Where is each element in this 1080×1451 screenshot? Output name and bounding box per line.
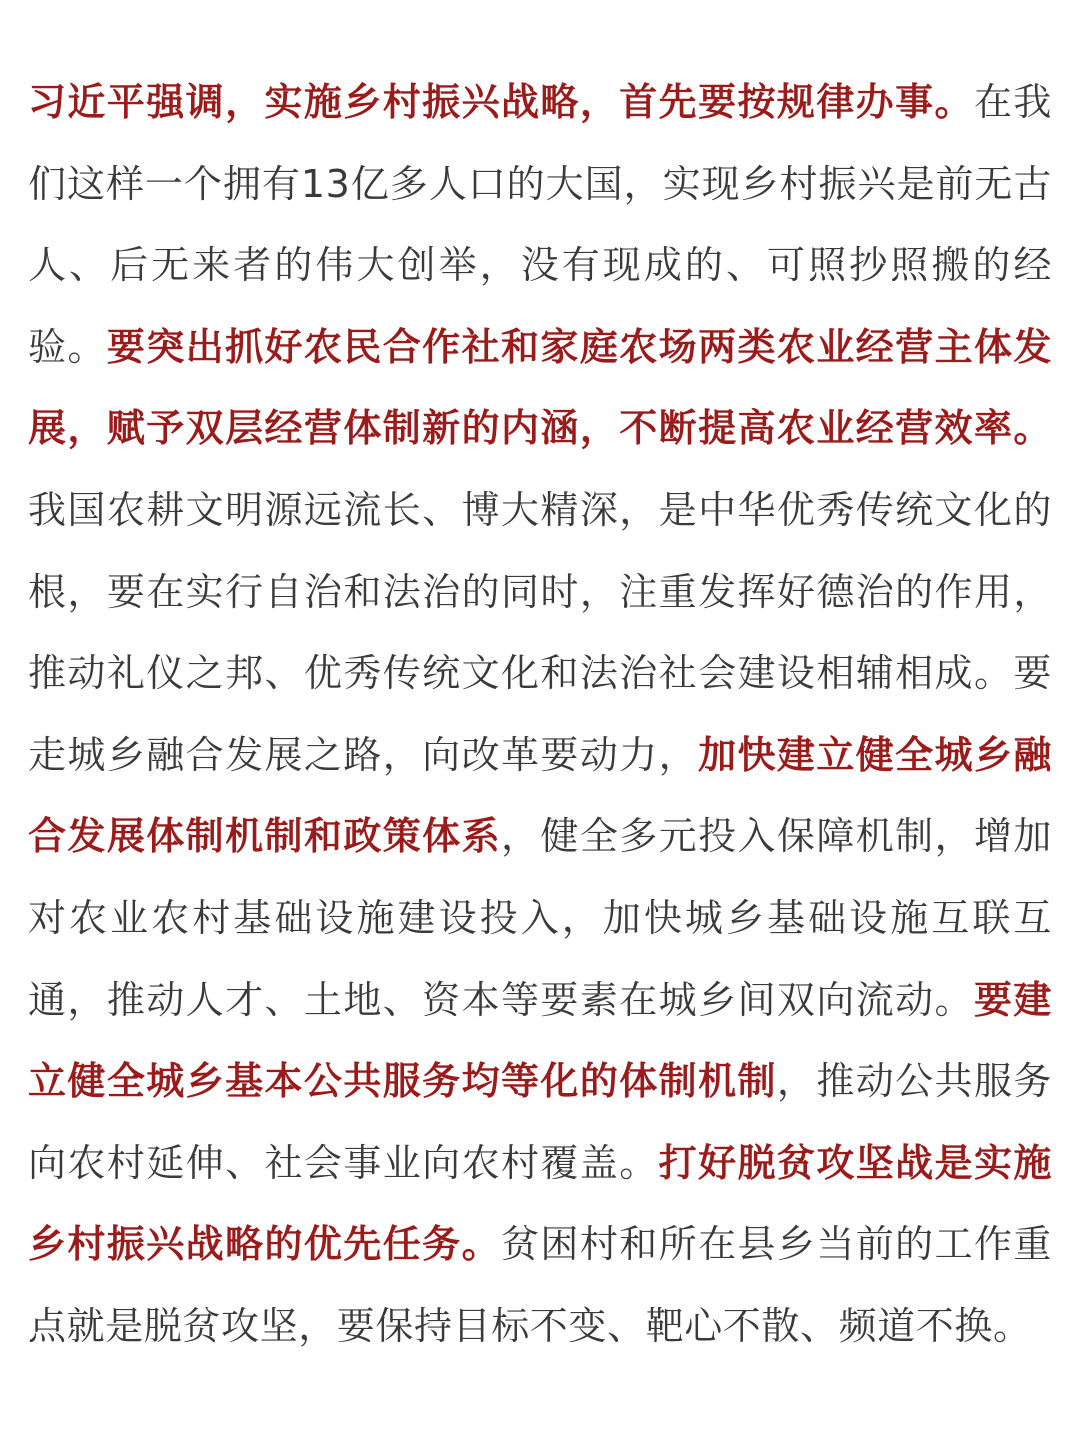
body-text: ，健全多元投入保障机制，增加对农业农村基础设施建设投入，加快城乡基础设施互联互通，推动人才、土地、资本等要素在城乡间双向流动。 <box>28 814 1053 1022</box>
body-text: 我国农耕文明源远流长、博大精深，是中华优秀传统文化的根，要在实行自治和法治的同时，注重发挥好德治的作用，推动礼仪之邦、优秀传统文化和法治社会建设相辅相成。要走城乡融合发展之路，向改革要动力， <box>28 487 1052 777</box>
highlight-text: 加快建立健全城乡融合发展体制机制和政策体系 <box>28 732 1053 859</box>
highlight-text: 要突出抓好农民合作社和家庭农场两类农业经营主体发展，赋予双层经营体制新的内涵，不断提高农业经营效率。 <box>28 324 1053 451</box>
highlight-text: 要建立健全城乡基本公共服务均等化的体制机制 <box>28 977 1053 1104</box>
highlight-text: 打好脱贫攻坚战是实施乡村振兴战略的优先任务。 <box>28 1140 1052 1267</box>
body-text: ，推动公共服务向农村延伸、社会事业向农村覆盖。 <box>28 1059 1053 1185</box>
highlight-text: 习近平强调，实施乡村振兴战略，首先要按规律办事。 <box>28 80 974 124</box>
article-paragraph <box>28 62 1052 1368</box>
body-text: 贫困村和所在县乡当前的工作重点就是脱贫攻坚，要保持目标不变、靶心不散、频道不换。 <box>28 1222 1053 1348</box>
body-text: 在我们这样一个拥有13亿多人口的大国，实现乡村振兴是前无古人、后无来者的伟大创举，没有现成的、可照抄照搬的经验。 <box>28 80 1053 369</box>
